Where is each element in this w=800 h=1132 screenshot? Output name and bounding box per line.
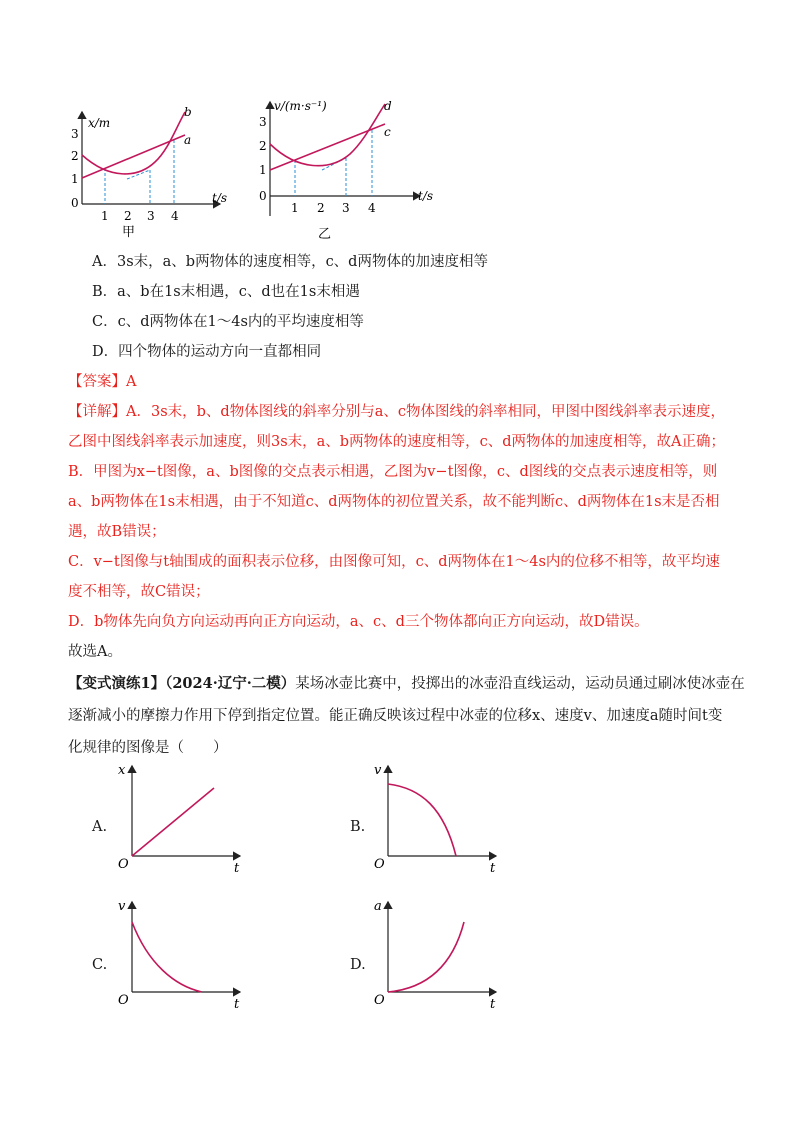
x-axis-label: t bbox=[490, 997, 496, 1012]
detail-line-3: B．甲图为x−t图像，a、b图像的交点表示相遇，乙图为v−t图像，c、d图线的交点表示速度相等，则 bbox=[68, 464, 718, 480]
detail-prefix: 【详解】 bbox=[68, 404, 126, 420]
detail-line-5: 遇，故B错误； bbox=[68, 524, 166, 540]
y-tick-1: 1 bbox=[71, 172, 79, 186]
curve-label-b: b bbox=[184, 105, 192, 119]
origin-label: O bbox=[374, 993, 385, 1008]
x-axis-label: t/s bbox=[212, 191, 228, 205]
option-c: C．c、d两物体在1～4s内的平均速度相等 bbox=[92, 314, 364, 330]
x-tick-4: 4 bbox=[368, 201, 376, 215]
detail-line-1 bbox=[68, 402, 725, 422]
choice-b-label: B. bbox=[350, 819, 366, 835]
exercise-text: 某场冰壶比赛中，投掷出的冰壶沿直线运动，运动员通过刷冰使冰壶在 bbox=[295, 676, 745, 692]
exercise-line-3: 化规律的图像是（ ） bbox=[68, 740, 228, 756]
choice-d-graph bbox=[366, 894, 516, 1014]
y-tick-3: 3 bbox=[259, 115, 267, 129]
x-tick-1: 1 bbox=[291, 201, 299, 215]
choice-c-label: C. bbox=[92, 957, 108, 973]
y-tick-1: 1 bbox=[259, 163, 267, 177]
y-tick-2: 2 bbox=[71, 149, 79, 163]
x-axis-label: t bbox=[234, 997, 240, 1012]
x-tick-1: 1 bbox=[101, 209, 109, 223]
option-a: A．3s末，a、b两物体的速度相等，c、d两物体的加速度相等 bbox=[92, 254, 488, 270]
y-tick-3: 3 bbox=[71, 127, 79, 141]
detail-line-2: 乙图中图线斜率表示加速度，则3s末，a、b两物体的速度相等，c、d两物体的加速度相等，故A正确； bbox=[68, 434, 725, 450]
y-axis-label: x bbox=[118, 763, 126, 778]
detail-line-4: a、b两物体在1s末相遇，由于不知道c、d两物体的初位置关系，故不能判断c、d两物体在1s末是否相 bbox=[68, 494, 720, 510]
exercise-line-1 bbox=[68, 674, 745, 694]
detail-line-6: C．v−t图像与t轴围成的面积表示位移，由图像可知，c、d两物体在1～4s内的位移不相等，故平均速 bbox=[68, 554, 720, 570]
x-tick-4: 4 bbox=[171, 209, 179, 223]
choice-b-graph bbox=[366, 758, 516, 878]
choice-a-label: A. bbox=[92, 819, 108, 835]
detail-text: A．3s末，b、d物体图线的斜率分别与a、c物体图线的斜率相同，甲图中图线斜率表示速度， bbox=[126, 404, 725, 420]
y-axis-label: x/m bbox=[88, 116, 111, 130]
conclusion: 故选A。 bbox=[68, 644, 122, 660]
curve-label-a: a bbox=[184, 133, 192, 147]
origin-label: O bbox=[374, 857, 385, 872]
x-tick-3: 3 bbox=[147, 209, 155, 223]
y-axis-label: a bbox=[374, 899, 382, 914]
option-d: D．四个物体的运动方向一直都相同 bbox=[92, 344, 322, 360]
option-b: B．a、b在1s末相遇，c、d也在1s末相遇 bbox=[92, 284, 360, 300]
y-axis-label: v bbox=[118, 899, 126, 914]
graph-caption: 乙 bbox=[318, 227, 332, 242]
x-tick-2: 2 bbox=[124, 209, 132, 223]
choice-d-label: D. bbox=[350, 957, 366, 973]
origin-label: O bbox=[118, 993, 129, 1008]
y-tick-2: 2 bbox=[259, 139, 267, 153]
choice-c-graph bbox=[110, 894, 260, 1014]
x-axis-label: t/s bbox=[418, 189, 434, 203]
x-axis-label: t bbox=[234, 861, 240, 876]
exercise-source: （2024·辽宁·二模） bbox=[165, 675, 296, 692]
y-tick-0: 0 bbox=[71, 196, 79, 210]
origin-label: O bbox=[118, 857, 129, 872]
graph-jia bbox=[60, 100, 250, 240]
x-axis-label: t bbox=[490, 861, 496, 876]
exercise-line-2: 逐渐减小的摩擦力作用下停到指定位置。能正确反映该过程中冰壶的位移x、速度v、加速度a随时间t变 bbox=[68, 708, 723, 724]
x-tick-2: 2 bbox=[317, 201, 325, 215]
exercise-tag: 【变式演练1】 bbox=[68, 675, 166, 692]
y-axis-label: v bbox=[374, 763, 382, 778]
curve-label-c: c bbox=[384, 125, 391, 139]
y-tick-0: 0 bbox=[259, 189, 267, 203]
graph-caption: 甲 bbox=[122, 225, 136, 240]
graph-yi bbox=[250, 96, 450, 242]
curve-label-d: d bbox=[384, 99, 392, 113]
choice-a-graph bbox=[110, 758, 260, 878]
detail-line-8: D．b物体先向负方向运动再向正方向运动，a、c、d三个物体都向正方向运动，故D错误。 bbox=[68, 614, 649, 630]
x-tick-3: 3 bbox=[342, 201, 350, 215]
answer: 【答案】A bbox=[68, 374, 137, 390]
detail-line-7: 度不相等，故C错误； bbox=[68, 584, 210, 600]
y-axis-label: v/(m·s⁻¹) bbox=[274, 99, 327, 113]
